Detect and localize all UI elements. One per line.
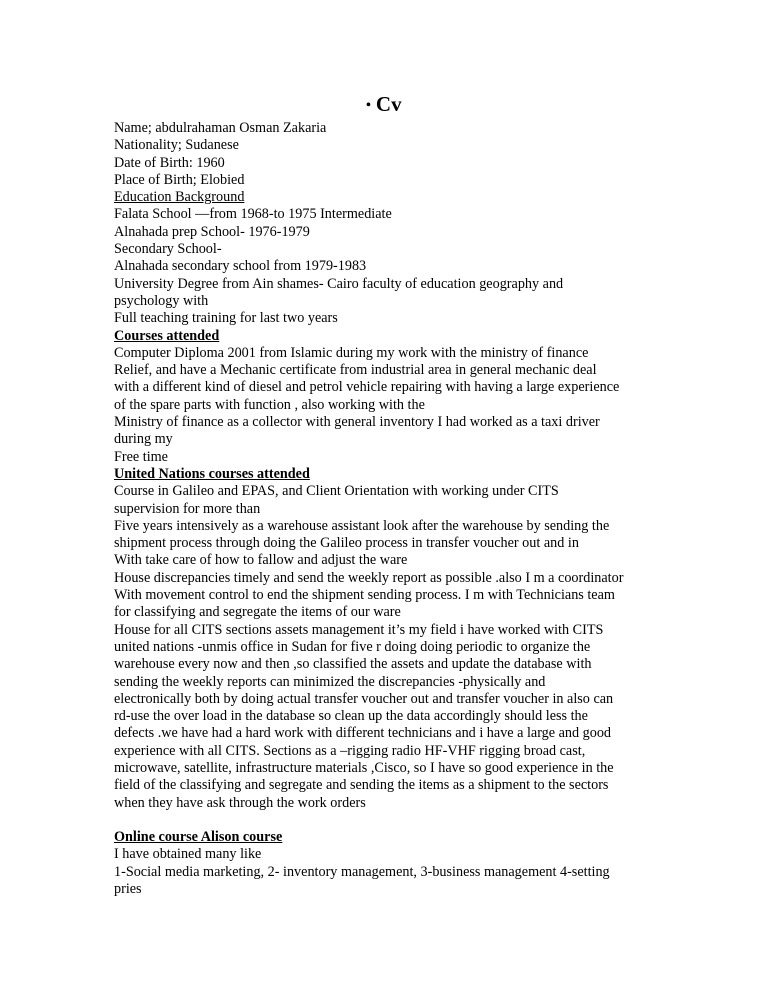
courses-line: with a different kind of diesel and petrol vehicle repairing with having a large experience xyxy=(114,379,620,396)
education-heading: Education Background xyxy=(114,189,245,206)
un-courses-line: rd-use the over load in the database so clean up the data accordingly should less the xyxy=(114,708,588,725)
education-line: Full teaching training for last two years xyxy=(114,310,338,327)
un-courses-line: united nations -unmis office in Sudan for five r doing doing periodic to organize the xyxy=(114,638,591,655)
online-heading: Online course Alison course xyxy=(114,829,283,846)
un-courses-line: supervision for more than xyxy=(114,500,261,517)
un-courses-line: Course in Galileo and EPAS, and Client Orientation with working under CITS xyxy=(114,483,559,500)
courses-heading: Courses attended xyxy=(114,327,220,344)
courses-line: Free time xyxy=(114,448,168,465)
title-text: Cv xyxy=(375,92,402,116)
education-line: Falata School —from 1968-to 1975 Intermediate xyxy=(114,206,392,223)
un-courses-heading: United Nations courses attended xyxy=(114,465,310,482)
document-title xyxy=(366,92,402,118)
un-courses-line: when they have ask through the work orders xyxy=(114,794,366,811)
un-courses-line: House for all CITS sections assets management it’s my field i have worked with CITS xyxy=(114,621,604,638)
un-courses-line: With movement control to end the shipment sending process. I m with Technicians team xyxy=(114,587,615,604)
un-courses-line: House discrepancies timely and send the weekly report as possible .also I m a coordinator xyxy=(114,569,624,586)
un-courses-line: defects .we have had a hard work with different technicians and i have a large and good xyxy=(114,725,612,742)
online-line: I have obtained many like xyxy=(114,846,262,863)
un-courses-line: for classifying and segregate the items of our ware xyxy=(114,604,401,621)
courses-line: during my xyxy=(114,431,173,448)
title-bullet: • xyxy=(366,98,371,113)
un-courses-line: sending the weekly reports can minimized the discrepancies -physically and xyxy=(114,673,546,690)
education-line: Secondary School- xyxy=(114,241,222,258)
courses-line: Relief, and have a Mechanic certificate from industrial area in general mechanic deal xyxy=(114,362,597,379)
un-courses-line: microwave, satellite, infrastructure materials ,Cisco, so I have so good experience in the xyxy=(114,759,614,776)
courses-line: Ministry of finance as a collector with general inventory I had worked as a taxi driver xyxy=(114,414,600,431)
courses-line: of the spare parts with function , also working with the xyxy=(114,396,425,413)
education-line: Alnahada prep School- 1976-1979 xyxy=(114,223,310,240)
un-courses-line: electronically both by doing actual transfer voucher out and transfer voucher in also can xyxy=(114,690,614,707)
online-line: pries xyxy=(114,881,142,898)
un-courses-line: With take care of how to fallow and adjust the ware xyxy=(114,552,408,569)
un-courses-line: experience with all CITS. Sections as a –rigging radio HF-VHF rigging broad cast, xyxy=(114,742,586,759)
education-line: Alnahada secondary school from 1979-1983 xyxy=(114,258,367,275)
section-spacer xyxy=(114,812,674,829)
education-line: psychology with xyxy=(114,292,209,309)
courses-line: Computer Diploma 2001 from Islamic during my work with the ministry of finance xyxy=(114,344,589,361)
un-courses-line: Five years intensively as a warehouse assistant look after the warehouse by sending the xyxy=(114,517,610,534)
education-line: University Degree from Ain shames- Cairo faculty of education geography and xyxy=(114,275,564,292)
un-courses-line: warehouse every now and then ,so classified the assets and update the database with xyxy=(114,656,592,673)
nationality-line: Nationality; Sudanese xyxy=(114,137,239,154)
dob-line: Date of Birth: 1960 xyxy=(114,154,225,171)
un-courses-line: field of the classifying and segregate and sending the items as a shipment to the sectors xyxy=(114,777,609,794)
un-courses-line: shipment process through doing the Galileo process in transfer voucher out and in xyxy=(114,535,579,552)
pob-line: Place of Birth; Elobied xyxy=(114,171,245,188)
cv-body xyxy=(114,120,674,898)
online-line: 1-Social media marketing, 2- inventory management, 3-business management 4-setting xyxy=(114,863,610,880)
name-line: Name; abdulrahaman Osman Zakaria xyxy=(114,120,327,136)
